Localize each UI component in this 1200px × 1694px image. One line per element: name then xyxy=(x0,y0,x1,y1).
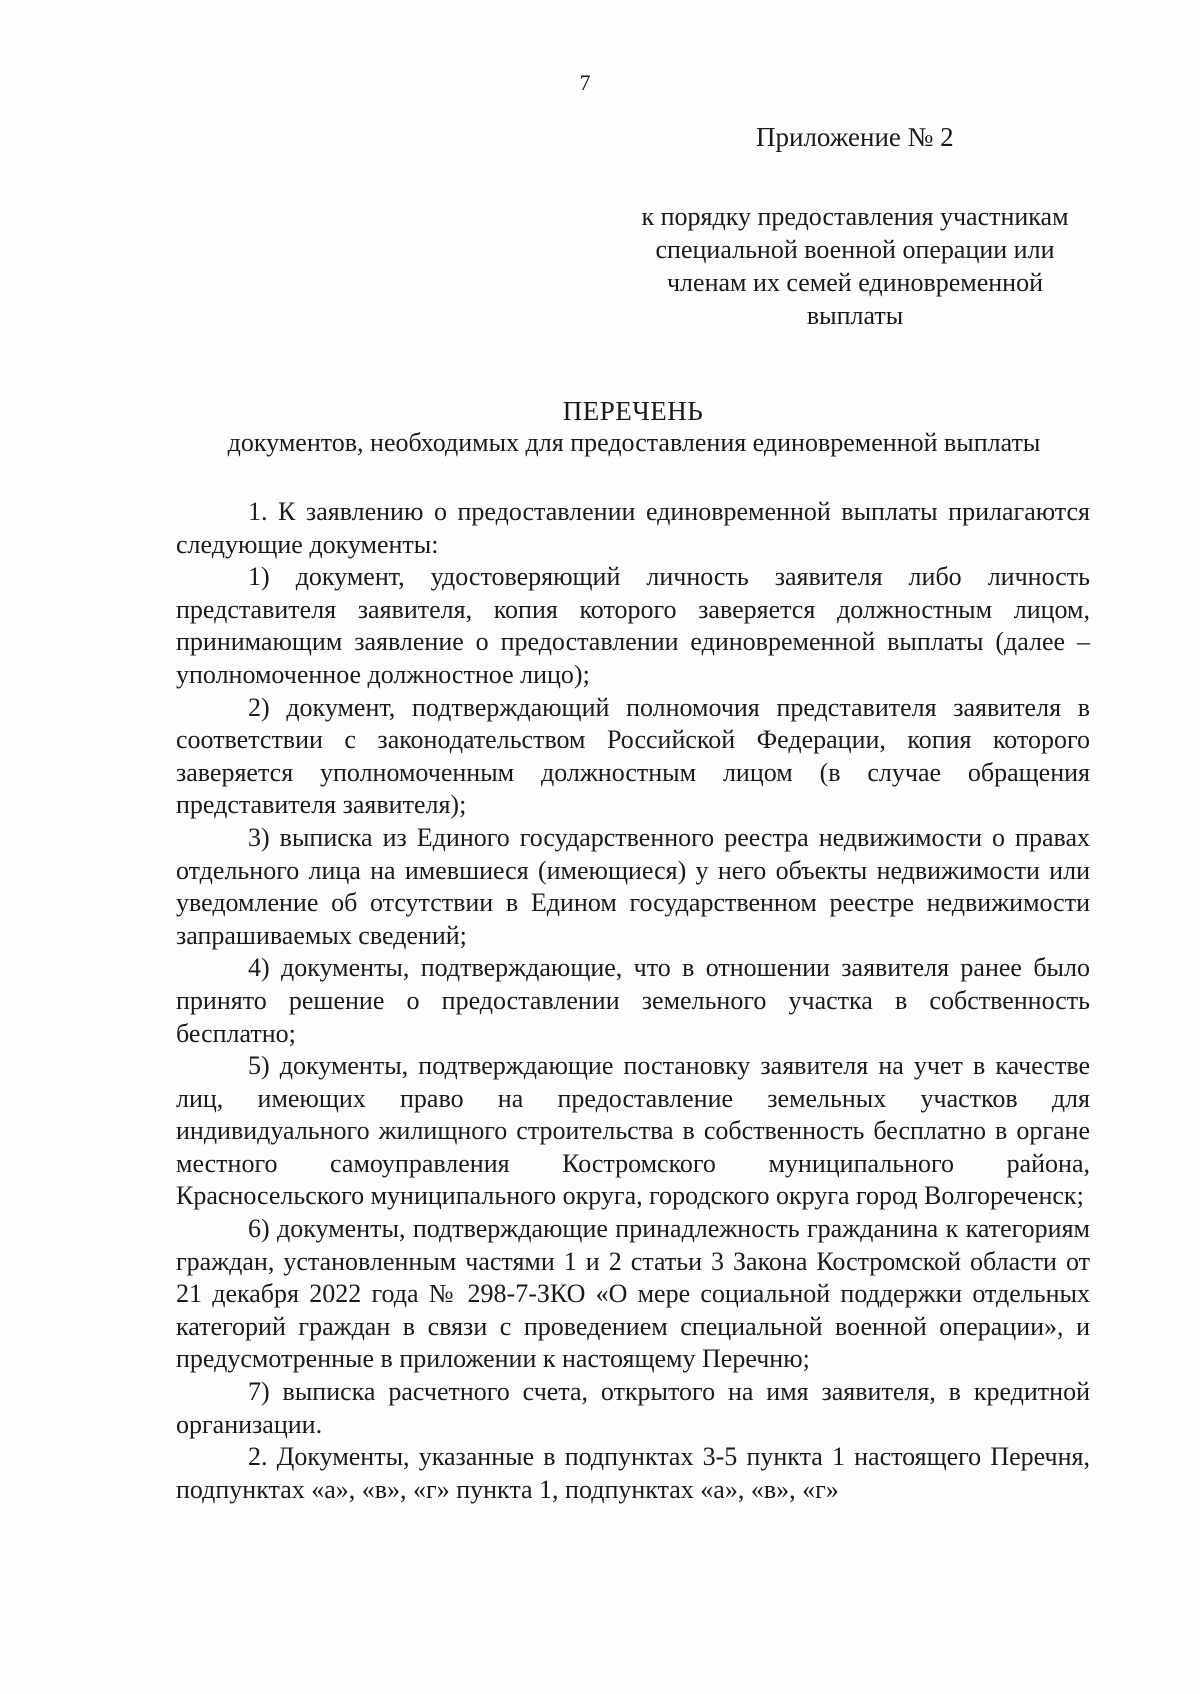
paragraph-item-5: 5) документы, подтверждающие постановку заявителя на учет в качестве лиц, имеющих право на предоставление земельных участков для индивидуального жилищного строительства в собственность бесплатно в органе местного самоуправления Костромского муниципального района, Красносельского муниципального округа, городского округа город Волгореченск; xyxy=(176,1051,1090,1211)
appendix-subtitle: к порядку предоставления участникам специальной военной операции или членам их семей единовременной выплаты xyxy=(641,202,1069,330)
paragraph-item-4: 4) документы, подтверждающие, что в отношении заявителя ранее было принято решение о предоставлении земельного участка в собственность бесплатно; xyxy=(176,953,1090,1048)
document-heading: ПЕРЕЧЕНЬ xyxy=(562,396,704,426)
document-subheading: документов, необходимых для предоставления единовременной выплаты xyxy=(227,428,1041,457)
paragraph-item-6: 6) документы, подтверждающие принадлежность гражданина к категориям граждан, установленным частями 1 и 2 статьи 3 Закона Костромской области от 21 декабря 2022 года № 298-7-ЗКО «О мере социальной поддержки отдельных категорий граждан в связи с проведением специальной военной операции», и предусмотренные в приложении к настоящему Перечню; xyxy=(176,1214,1090,1374)
appendix-title: Приложение № 2 xyxy=(756,122,954,152)
paragraph-1: 1. К заявлению о предоставлении единовременной выплаты прилагаются следующие документы: xyxy=(176,497,1090,559)
paragraph-item-1: 1) документ, удостоверяющий личность заявителя либо личность представителя заявителя, копия которого заверяется должностным лицом, принимающим заявление о предоставлении единовременной выплаты (далее – уполномоченное должностное лицо); xyxy=(176,562,1090,689)
paragraph-item-3: 3) выписка из Единого государственного реестра недвижимости о правах отдельного лица на имевшиеся (имеющиеся) у него объекты недвижимости или уведомление об отсутствии в Едином государственном реестре недвижимости запрашиваемых сведений; xyxy=(176,822,1090,950)
document-body xyxy=(176,496,1090,1506)
paragraph-item-2: 2) документ, подтверждающий полномочия представителя заявителя в соответствии с законодательством Российской Федерации, копия которого заверяется уполномоченным должностным лицом (в случае обращения представителя заявителя); xyxy=(176,692,1090,820)
paragraph-2: 2. Документы, указанные в подпунктах 3-5 пункта 1 настоящего Перечня, подпунктах «а», «в», «г» пункта 1, подпунктах «а», «в», «г» xyxy=(176,1442,1090,1504)
page-number: 7 xyxy=(579,70,591,95)
paragraph-item-7: 7) выписка расчетного счета, открытого на имя заявителя, в кредитной организации. xyxy=(176,1377,1090,1439)
